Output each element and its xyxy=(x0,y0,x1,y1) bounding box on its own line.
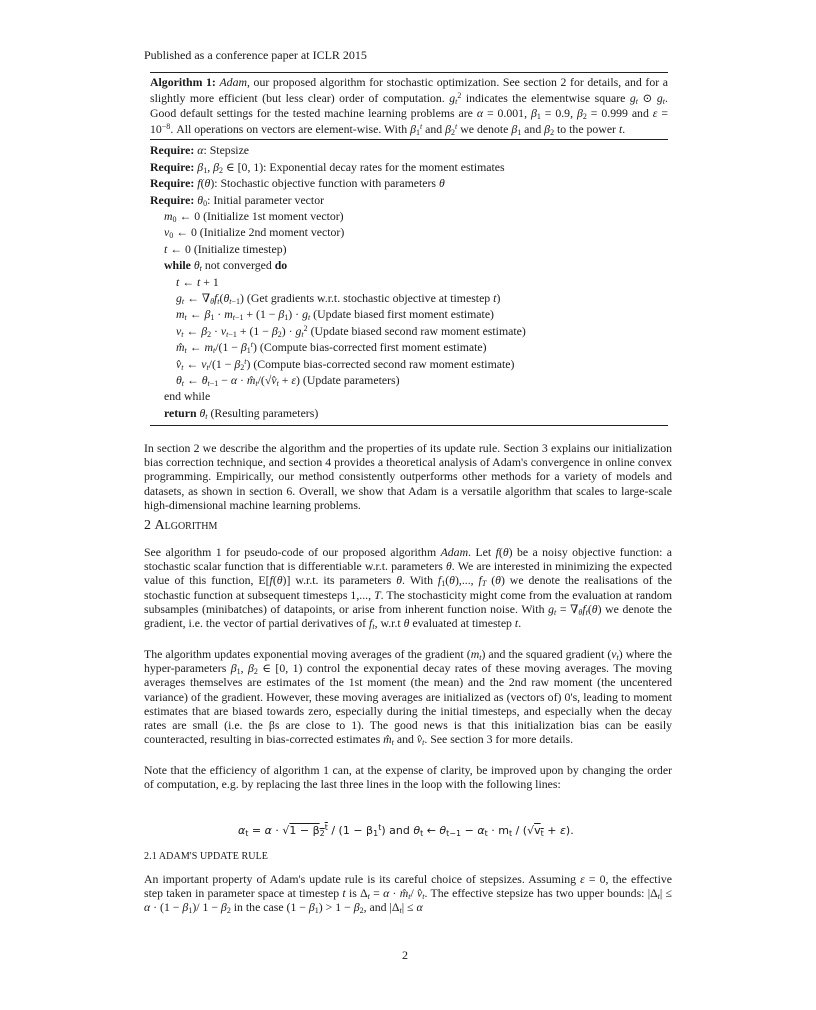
algo-loop-mhat: $m̂_t$ ← $m_t/(1 - \beta_1^t)$ (Compute bias-corrected first moment estimate) xyxy=(176,340,487,356)
algo-loop-vhat: $v̂_t$ ← $v_t/(1 - \beta_2^t)$ (Compute bias-corrected second raw moment estimate) xyxy=(176,356,515,372)
algo-caption: Algorithm 1: Adam, our proposed algorithm for stochastic optimization. See section 2 for details, and for a slightly more efficient (but less clear) order of computation. $g_t^2$ indicates the elementwise square $g_t$ ⊙ $g_t$. Good default settings for the tested machine learning problems are α = 0.001, $\beta_1 = 0.9$, $\beta_2 = 0.999$ and $\varepsilon = 10^{-8}$. All operations on vectors are element-wise. With $\beta_1^t$ and $\beta_2^t$ we denote $\beta_1$ and $\beta_2$ to the power t. xyxy=(150,75,669,137)
algo-bottom-rule xyxy=(150,425,668,426)
algo-require-decay: Require: $\beta_1$, $\beta_2$ ∈ [0, 1): Exponential decay rates for the moment estimates xyxy=(150,159,505,175)
algo-loop-gradient: $g_t$ ← $\nabla_\theta f_t(\theta_{t-1})$ (Get gradients w.r.t. stochastic objective at timestep t) xyxy=(176,291,501,307)
intro-paragraph: In section 2 we describe the algorithm and the properties of its update rule. Section 3 explains our initialization bias correction technique, and section 4 provides a theoretical analysis of Adam's convergence in online convex programming. Empirically, our method consistently outperforms other methods for a variety of models and datasets, as shown in section 6. Overall, we show that Adam is a versatile algorithm that scales to large-scale high-dimensional machine learning problems. xyxy=(144,441,672,512)
algo-loop-v: $v_t$ ← $\beta_2 \cdot v_{t-1} + (1 - \beta_2) \cdot g_t^2$ (Update biased second raw moment estimate) xyxy=(176,323,526,339)
algo-caption-label: Algorithm 1: xyxy=(150,75,216,89)
algo-body xyxy=(150,140,668,425)
algorithm-box xyxy=(150,72,668,426)
section-2-paragraph-1: See algorithm 1 for pseudo-code of our proposed algorithm Adam. Let f(θ) be a noisy objective function: a stochastic scalar function that is differentiable w.r.t. parameters θ. We are interested in minimizing the expected value of this function, E[f(θ)] w.r.t. its parameters θ. With $f_1(\theta)$,..., $f_T$ (θ) we denote the realisations of the stochastic function at subsequent timesteps 1,..., T. The stochasticity might come from the evaluation at random subsamples (minibatches) of datapoints, or arise from inherent function noise. With $g_t = \nabla_\theta f_t(\theta)$ we denote the gradient, i.e. the vector of partial derivatives of $f_t$, w.r.t θ evaluated at timestep t. xyxy=(144,545,673,632)
section-2-paragraph-2: The algorithm updates exponential moving averages of the gradient $(m_t)$ and the squared gradient $(v_t)$ where the hyper-parameters $\beta_1$, $\beta_2$ ∈ [0, 1) control the exponential decay rates of these moving averages. The moving averages themselves are estimates of the 1st moment (the mean) and the 2nd raw moment (the uncentered variance) of the gradient. However, these moving averages are initialized as (vectors of) 0's, leading to moment estimates that are biased towards zero, especially during the initial timesteps, and especially when the decay rates are small (i.e. the βs are close to 1). The good news is that this initialization bias can be easily counteracted, resulting in bias-corrected estimates $m̂_t$ and $v̂_t$. See section 3 for more details. xyxy=(144,647,672,748)
subsection-2-1-heading: 2.1 ADAM'S UPDATE RULE xyxy=(144,851,269,862)
algo-loop-m: $m_t$ ← $\beta_1 \cdot m_{t-1} + (1 - \beta_1) \cdot g_t$ (Update biased first moment estimate) xyxy=(176,307,494,323)
algo-caption-rest: , our proposed algorithm for stochastic optimization. See section 2 for details, and for a slightly more efficient (but less clear) order of computation. xyxy=(150,75,668,105)
subsection-2-1-paragraph: An important property of Adam's update rule is its careful choice of stepsizes. Assuming ε = 0, the effective step taken in parameter space at timestep t is $\Delta_t = \alpha$ · $m̂_t/$ $v̂_t$. The effective stepsize has two upper bounds: $|\Delta_t| \le \alpha \cdot (1 - \beta_1)/$ $1 - \beta_2$ in the case $(1 - \beta_1) > 1 - \beta_2$, and $|\Delta_t| \le \alpha$ xyxy=(144,872,673,916)
page-number: 2 xyxy=(402,948,408,962)
algo-return: return $\theta_t$ (Resulting parameters) xyxy=(164,405,319,421)
algo-end-while: end while xyxy=(164,389,211,404)
algo-require-init: Require: $\theta_0$: Initial parameter vector xyxy=(150,192,325,208)
algo-loop-t: t ← t + 1 xyxy=(176,274,219,289)
equation-efficient-update: $\alpha_t = \alpha \cdot √1 - \beta_2^t / (1 - \beta_1^t)$ and $\theta_t$ ← $\theta_{t-1} - \alpha_t \cdot m_t / (√v_t + \varepsilon)$. xyxy=(238,823,574,838)
running-header: Published as a conference paper at ICLR 2015 xyxy=(144,48,367,62)
algo-loop-theta: $\theta_t$ ← $\theta_{t-1} - \alpha$ · $m̂_t/(√v̂_t + \varepsilon)$ (Update parameters) xyxy=(176,373,400,389)
section-2-paragraph-3: Note that the efficiency of algorithm 1 can, at the expense of clarity, be improved upon by changing the order of computation, e.g. by replacing the last three lines in the loop with the following lines: xyxy=(144,763,672,792)
algo-init-m: $m_0$ ← 0 (Initialize 1st moment vector) xyxy=(164,209,344,224)
algo-init-v: $v_0$ ← 0 (Initialize 2nd moment vector) xyxy=(164,225,345,241)
algo-require-objective: Require: f(θ): Stochastic objective function with parameters θ xyxy=(150,176,445,191)
section-2-heading: 2 Algorithm xyxy=(144,518,218,533)
algo-init-t: t ← 0 (Initialize timestep) xyxy=(164,241,287,256)
algo-require-stepsize: Require: α: Stepsize xyxy=(150,143,250,158)
algo-caption-name: Adam xyxy=(219,75,247,89)
algo-while: while $\theta_t$ not converged do xyxy=(164,258,288,274)
